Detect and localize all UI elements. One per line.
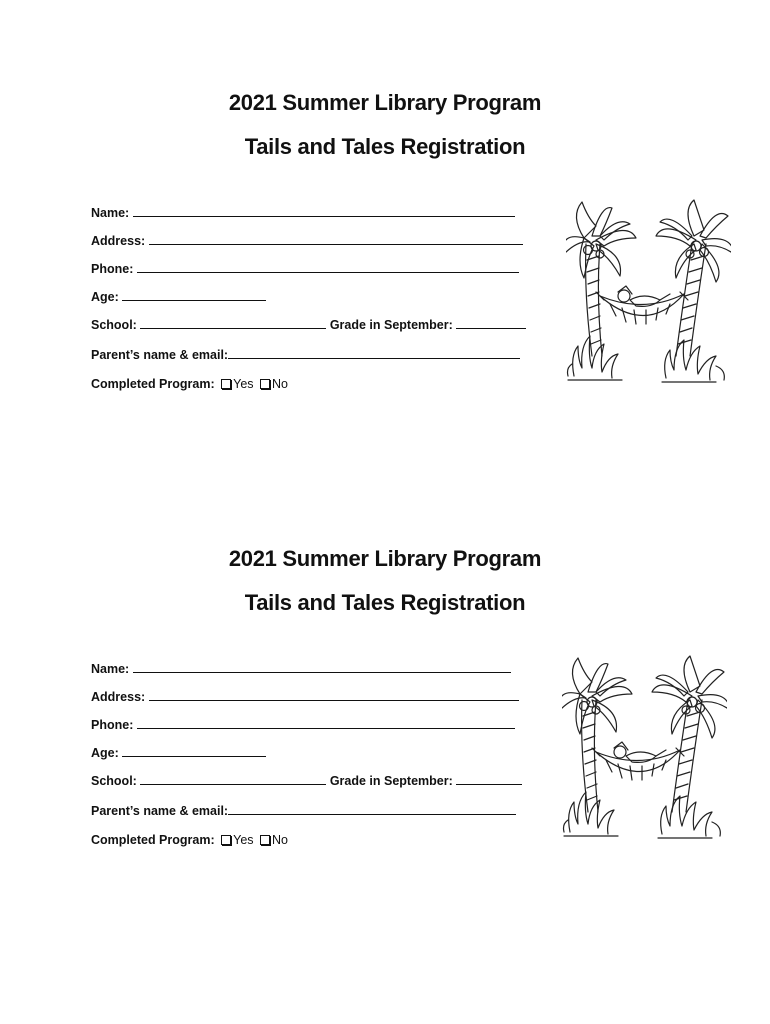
address-field[interactable] [91, 689, 519, 705]
parent-line[interactable] [228, 347, 520, 359]
age-line[interactable] [122, 289, 266, 301]
phone-field[interactable] [91, 261, 519, 277]
registration-form-bottom [0, 456, 770, 847]
palm-trees-hammock-icon [566, 196, 731, 386]
no-label: No [272, 833, 288, 847]
school-grade-field[interactable] [91, 773, 522, 789]
address-line[interactable] [149, 233, 523, 245]
parent-line[interactable] [228, 803, 516, 815]
age-line[interactable] [122, 745, 266, 757]
grade-line[interactable] [456, 773, 522, 785]
school-grade-field[interactable] [91, 317, 526, 333]
completed-label: Completed Program: [91, 833, 215, 847]
grade-line[interactable] [456, 317, 526, 329]
phone-label: Phone: [91, 718, 134, 732]
registration-form-top [0, 0, 770, 391]
name-label: Name: [91, 662, 130, 676]
yes-label: Yes [233, 377, 254, 391]
age-label: Age: [91, 290, 119, 304]
grade-label: Grade in September: [329, 318, 453, 332]
parent-label: Parent’s name & email: [91, 348, 229, 362]
grade-label: Grade in September: [329, 774, 453, 788]
program-title: 2021 Summer Library Program [228, 90, 542, 115]
school-label: School: [91, 318, 137, 332]
registration-subtitle: Tails and Tales Registration [244, 590, 526, 615]
address-label: Address: [91, 690, 146, 704]
name-field[interactable] [91, 661, 511, 677]
age-field[interactable] [91, 745, 266, 761]
no-label: No [272, 377, 288, 391]
palm-trees-hammock-icon [562, 652, 727, 842]
yes-checkbox[interactable] [221, 835, 231, 845]
name-line[interactable] [133, 661, 511, 673]
address-field[interactable] [91, 233, 523, 249]
yes-checkbox[interactable] [221, 379, 231, 389]
phone-line[interactable] [137, 261, 519, 273]
address-line[interactable] [149, 689, 519, 701]
name-field[interactable] [91, 205, 515, 221]
school-label: School: [91, 774, 137, 788]
completed-field [91, 832, 288, 848]
program-title: 2021 Summer Library Program [228, 546, 542, 571]
completed-field [91, 376, 288, 392]
parent-label: Parent’s name & email: [91, 804, 229, 818]
school-line[interactable] [140, 317, 326, 329]
address-label: Address: [91, 234, 146, 248]
age-label: Age: [91, 746, 119, 760]
registration-subtitle: Tails and Tales Registration [244, 134, 526, 159]
parent-field[interactable] [91, 347, 520, 363]
school-line[interactable] [140, 773, 326, 785]
no-checkbox[interactable] [260, 835, 270, 845]
name-label: Name: [91, 206, 130, 220]
yes-label: Yes [233, 833, 254, 847]
phone-label: Phone: [91, 262, 134, 276]
parent-field[interactable] [91, 803, 516, 819]
phone-field[interactable] [91, 717, 515, 733]
completed-label: Completed Program: [91, 377, 215, 391]
phone-line[interactable] [137, 717, 515, 729]
no-checkbox[interactable] [260, 379, 270, 389]
age-field[interactable] [91, 289, 266, 305]
name-line[interactable] [133, 205, 515, 217]
